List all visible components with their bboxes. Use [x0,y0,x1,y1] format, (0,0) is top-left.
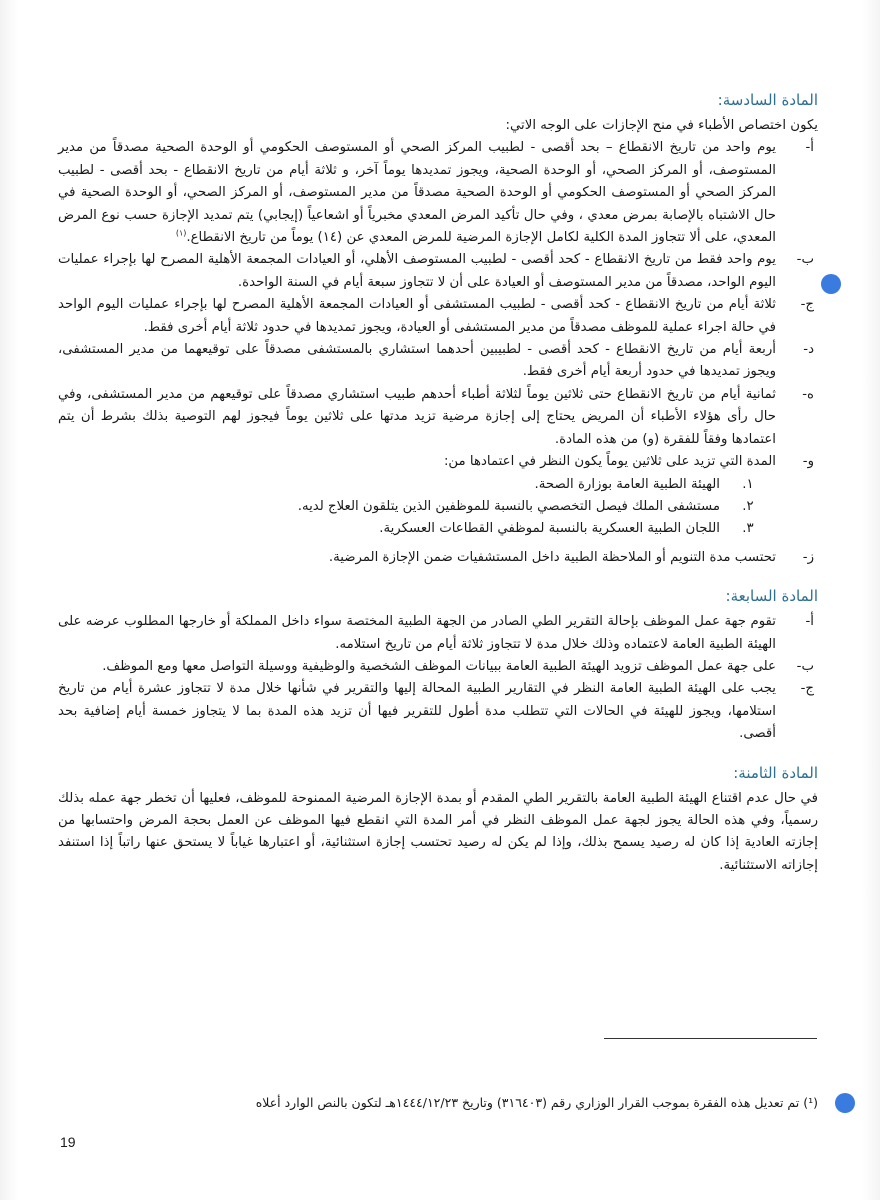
item-marker: أ- [805,614,814,630]
article-6-subitem-2 [58,496,776,518]
item-marker: ز- [802,549,814,565]
article-7-item-c [58,678,818,745]
item-text: ثمانية أيام من تاريخ الانقطاع حتى ثلاثين يوماً لثلاثة أطباء أحدهم طبيب استشاري مصدقاً على توقيعهم من مدير المستشفى، وفي حال رأى هؤلاء الأطباء أن المريض يحتاج إلى إجازة مرضية تزيد مدتها على ثلاثين يوماً فيجوز لهم التوصية بذلك بشرط أن يتم اعتمادها وفقاً للفقرة (و) من هذه المادة. [58,386,776,447]
article-8-heading: المادة الثامنة: [733,763,818,782]
subitem-text: اللجان الطبية العسكرية بالنسبة لموظفي القطاعات العسكرية. [379,521,720,537]
footnote-ref[interactable]: (١) [175,228,187,238]
article-6-heading: المادة السادسة: [717,91,818,109]
subitem-marker: ٢. [742,498,754,514]
article-6-item-e [58,384,818,451]
subitem-marker: ٣. [742,521,754,537]
item-marker: ب- [796,252,814,268]
article-7-item-b [58,656,818,678]
subitem-marker: ١. [742,476,754,492]
article-6-item-c [58,294,818,339]
footnote [58,1093,818,1113]
page-number: 19 [60,1134,76,1150]
article-6-subitem-3 [58,518,776,540]
item-text: تقوم جهة عمل الموظف بإحالة التقرير الطي الصادر من الجهة الطبية المختصة سواء داخل المملكة أو خارجها المطلوب عرضه على الهيئة الطبية العامة لاعتماده وذلك خلال مدة لا تتجاوز ثلاثة أيام من تاريخ استلامه. [58,614,776,652]
article-6 [58,88,818,569]
footnote-divider [604,1038,817,1039]
item-text: تحتسب مدة التنويم أو الملاحظة الطبية داخل المستشفيات ضمن الإجازة المرضية. [328,549,776,565]
circle-marker-icon[interactable] [835,1093,855,1113]
item-text: المدة التي تزيد على ثلاثين يوماً يكون النظر في اعتمادها من: [443,454,776,470]
subitem-text: الهيئة الطبية العامة بوزارة الصحة. [534,476,720,492]
item-text: ثلاثة أيام من تاريخ الانقطاع - كحد أقصى - لطبيب المستشفى أو العيادات المجمعة الأهلية المصرح لها بإجراء عمليات اليوم الواحد في حالة اجراء عملية للموظف مصدقاً من مدير المستشفى أو العيادة، ويجوز تمديدها في حدود ثلاثة أيام أخرى فقط. [58,297,776,335]
item-marker: أ- [805,140,814,156]
article-8 [58,761,818,878]
footnote-marker: (¹) [803,1095,818,1110]
article-7-item-a [58,611,818,656]
item-text: على جهة عمل الموظف تزويد الهيئة الطبية العامة ببيانات الموظف الشخصية والوظيفية ووسيلة التواصل معها ومع الموظف. [102,658,776,674]
item-marker: ب- [796,658,814,674]
document-body [58,88,818,892]
article-6-item-d [58,339,818,384]
article-6-item-b [58,249,818,294]
item-marker: ج- [800,681,814,697]
circle-marker-icon[interactable] [821,274,841,294]
article-8-text: في حال عدم اقتناع الهيئة الطبية العامة بالتقرير الطي المقدم أو بمدة الإجازة المرضية الممنوحة للموظف، فعليها أن تخطر جهة عمله بذلك رسمياً، وفي هذه الحالة يجوز لجهة عمل الموظف النظر في أمر المدة التي انقطع فيها الموظف عن العمل بحجة المرض واحتسابها من إجازته العادية إذا كان له رصيد يسمح بذلك، وإذا لم يكن له رصيد تحتسب إجازة استثنائية، أو اعتبارها غياباً لا يستحق عنها راتباً إذا استنفد إجازاته الاستثنائية. [58,790,818,873]
article-6-intro: يكون اختصاص الأطباء في منح الإجازات على الوجه الاتي: [505,118,818,133]
item-marker: د- [803,342,814,358]
item-text: يوم واحد فقط من تاريخ الانقطاع - كحد أقصى - لطبيب المستوصف الأهلي، أو العيادات المجمعة الأهلية المصرح لها بإجراء عمليات اليوم الواحد، مصدقاً من مدير المستوصف أو العيادة على أن لا تتجاوز سبعة أيام في السنة الواحدة. [58,252,776,290]
item-marker: ه- [802,386,814,402]
item-text: أربعة أيام من تاريخ الانقطاع - كحد أقصى - لطبيبين أحدهما استشاري بالمستشفى مصدقاً على توقيعهما من مدير المستشفى، ويجوز تمديدها في حدود أربعة أيام أخرى فقط. [58,342,776,380]
article-6-item-g [58,547,818,569]
article-7-heading: المادة السابعة: [725,587,818,606]
article-7 [58,584,818,745]
article-6-item-f [58,451,818,473]
footnote-text: تم تعديل هذه الفقرة بموجب القرار الوزاري رقم (٣١٦٤٠٣) وتاريخ ١٤٤٤/١٢/٢٣هـ لتكون بالنص الوارد أعلاه [255,1095,800,1110]
item-text: يجب على الهيئة الطبية العامة النظر في التقارير الطبية المحالة إليها والتقرير في شأنها خلال مدة لا تتجاوز عشرة أيام من تاريخ استلامها، ويجوز للهيئة في الحالات التي تتطلب مدة أطول للتقرير فيها أن تزيد هذه المدة بما لا يتجاوز خمسة أيام إضافية بحد أقصى. [58,681,776,742]
subitem-text: مستشفى الملك فيصل التخصصي بالنسبة للموظفين الذين يتلقون العلاج لديه. [297,498,720,514]
item-marker: و- [802,454,814,470]
item-text: يوم واحد من تاريخ الانقطاع – بحد أقصى - لطبيب المركز الصحي أو المستوصف الحكومي أو الوحدة الصحية مصدقاً من مدير المستوصف، أو المركز الصحي، أو الوحدة الصحية، ويجوز تمديدها يوماً آخر، و ثلاثة أيام من تاريخ الانقطاع - بحد أقصى - لطبيب المركز الصحي أو المستوصف الحكومي أو الوحدة الصحية مصدقاً من مدير المستوصف، أو المركز الصحي، أو الوحدة الصحية في حال الاشتباه بالإصابة بمرض معدي ، وفي حال تأكيد المرض المعدي مخبرياً أو اشعاعياً (إيجابي) يتم تمديد الإجازة حسب نوع المرض المعدي، على ألا تتجاوز المدة الكلية لكامل الإجازة المرضية للمرض المعدي عن (١٤) يوماً من تاريخ الانقطاع. [58,140,776,246]
article-6-item-a [58,137,818,249]
article-6-subitem-1 [58,474,776,496]
item-marker: ج- [800,297,814,313]
